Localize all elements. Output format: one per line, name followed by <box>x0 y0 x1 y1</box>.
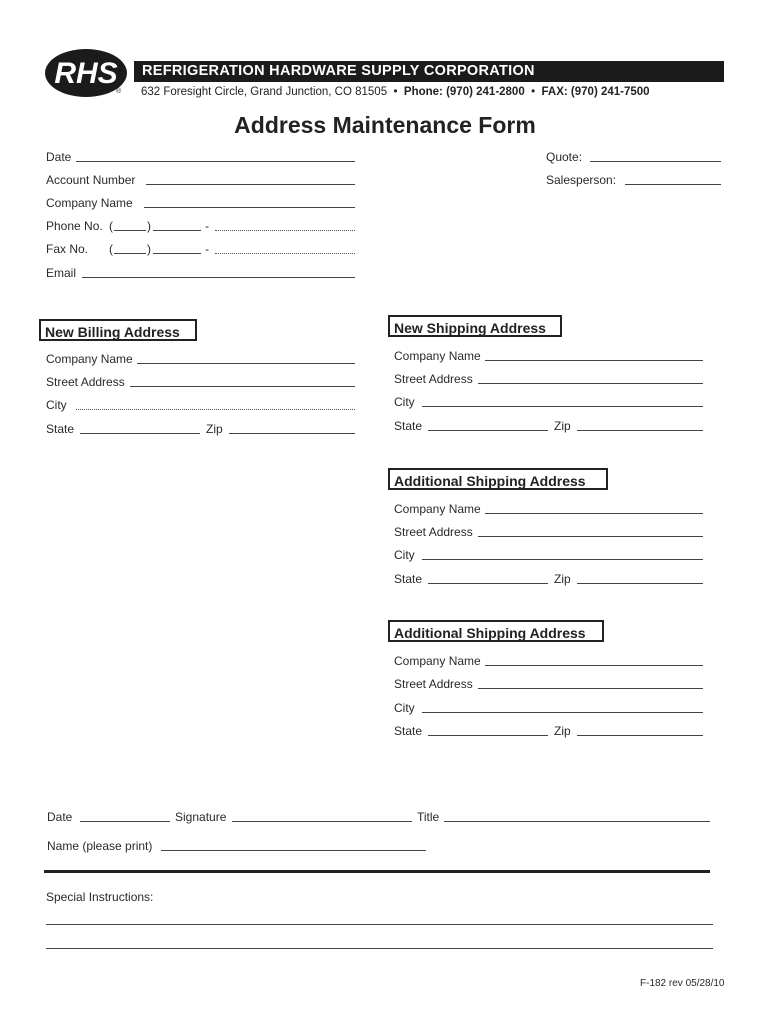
add1-company-label: Company Name <box>394 502 481 516</box>
add2-zip-field[interactable] <box>577 735 703 736</box>
fax-prefix-field[interactable] <box>153 253 201 254</box>
fax-number: FAX: (970) 241-7500 <box>541 86 650 98</box>
date-field[interactable] <box>76 161 355 162</box>
account-number-field[interactable] <box>146 184 355 185</box>
billing-state-label: State <box>46 422 75 436</box>
shipping-state-label: State <box>394 419 423 433</box>
title-field[interactable] <box>444 821 710 822</box>
shipping-heading: New Shipping Address <box>388 315 562 337</box>
add1-zip-field[interactable] <box>577 583 703 584</box>
section-divider <box>44 870 710 873</box>
street-address: 632 Foresight Circle, Grand Junction, CO 81505 <box>141 86 388 98</box>
phone-area-code-field[interactable] <box>114 230 146 231</box>
shipping-city-field[interactable] <box>422 406 703 407</box>
phone-prefix-field[interactable] <box>153 230 201 231</box>
fax-dash: - <box>205 242 209 256</box>
company-name-label: Company Name <box>46 196 133 210</box>
add2-state-label: State <box>394 724 423 738</box>
signature-label: Signature <box>175 810 227 824</box>
phone-label: Phone No. <box>46 219 103 233</box>
add2-company-field[interactable] <box>485 665 703 666</box>
add2-company-label: Company Name <box>394 654 481 668</box>
form-title: Address Maintenance Form <box>234 112 536 138</box>
phone-dash: - <box>205 219 209 233</box>
shipping-street-label: Street Address <box>394 372 473 386</box>
signature-field[interactable] <box>232 821 412 822</box>
billing-company-label: Company Name <box>46 352 133 366</box>
add2-city-field[interactable] <box>422 712 703 713</box>
billing-city-label: City <box>46 398 67 412</box>
billing-street-field[interactable] <box>130 386 355 387</box>
sig-date-label: Date <box>47 810 73 824</box>
add2-street-field[interactable] <box>478 688 703 689</box>
salesperson-field[interactable] <box>625 184 721 185</box>
company-banner: REFRIGERATION HARDWARE SUPPLY CORPORATION <box>134 61 724 82</box>
title-label: Title <box>417 810 440 824</box>
quote-field[interactable] <box>590 161 721 162</box>
add1-state-label: State <box>394 572 423 586</box>
shipping-state-field[interactable] <box>428 430 548 431</box>
account-number-label: Account Number <box>46 173 136 187</box>
date-label: Date <box>46 150 72 164</box>
billing-state-field[interactable] <box>80 433 200 434</box>
fax-paren-open: ( <box>109 242 113 256</box>
name-print-field[interactable] <box>161 850 426 851</box>
special-instructions-label: Special Instructions: <box>46 890 154 904</box>
form-number: F-182 rev 05/28/10 <box>640 978 725 989</box>
additional-shipping-heading-2: Additional Shipping Address <box>388 620 604 642</box>
shipping-city-label: City <box>394 395 415 409</box>
billing-heading: New Billing Address <box>39 319 197 341</box>
add1-city-field[interactable] <box>422 559 703 560</box>
email-field[interactable] <box>82 277 355 278</box>
billing-street-label: Street Address <box>46 375 125 389</box>
bullet-2: • <box>531 86 536 98</box>
billing-company-field[interactable] <box>137 363 355 364</box>
add2-city-label: City <box>394 701 415 715</box>
add1-street-field[interactable] <box>478 536 703 537</box>
add2-zip-label: Zip <box>554 724 571 738</box>
name-print-label: Name (please print) <box>47 839 153 853</box>
shipping-zip-label: Zip <box>554 419 571 433</box>
additional-shipping-heading-1: Additional Shipping Address <box>388 468 608 490</box>
sig-date-field[interactable] <box>80 821 170 822</box>
add1-zip-label: Zip <box>554 572 571 586</box>
billing-city-field[interactable] <box>76 409 355 410</box>
logo-text: RHS <box>54 57 118 90</box>
add1-street-label: Street Address <box>394 525 473 539</box>
bullet-1: • <box>393 86 398 98</box>
salesperson-label: Salesperson: <box>546 173 617 187</box>
shipping-zip-field[interactable] <box>577 430 703 431</box>
phone-number: Phone: (970) 241-2800 <box>403 86 525 98</box>
add1-state-field[interactable] <box>428 583 548 584</box>
fax-label: Fax No. <box>46 242 89 256</box>
phone-paren-open: ( <box>109 219 113 233</box>
phone-paren-close: ) <box>147 219 151 233</box>
fax-area-code-field[interactable] <box>114 253 146 254</box>
add1-city-label: City <box>394 548 415 562</box>
add2-street-label: Street Address <box>394 677 473 691</box>
special-instructions-line-1[interactable] <box>46 924 713 925</box>
quote-label: Quote: <box>546 150 583 164</box>
fax-line-field[interactable] <box>215 253 355 254</box>
billing-zip-field[interactable] <box>229 433 355 434</box>
billing-zip-label: Zip <box>206 422 223 436</box>
company-address-line <box>141 86 650 98</box>
registered-mark: ® <box>116 88 122 95</box>
special-instructions-line-2[interactable] <box>46 948 713 949</box>
email-label: Email <box>46 266 77 280</box>
shipping-company-field[interactable] <box>485 360 703 361</box>
company-name-field[interactable] <box>144 207 355 208</box>
add2-state-field[interactable] <box>428 735 548 736</box>
fax-paren-close: ) <box>147 242 151 256</box>
shipping-company-label: Company Name <box>394 349 481 363</box>
phone-line-field[interactable] <box>215 230 355 231</box>
shipping-street-field[interactable] <box>478 383 703 384</box>
add1-company-field[interactable] <box>485 513 703 514</box>
